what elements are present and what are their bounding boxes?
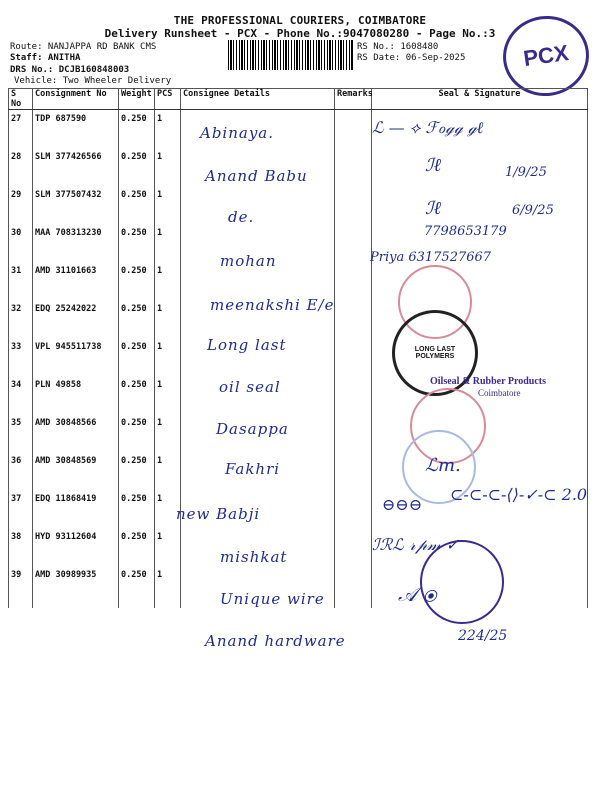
handwritten-consignee: mishkat <box>220 548 288 566</box>
cell-remarks <box>335 152 372 190</box>
cell-remarks <box>335 304 372 342</box>
cell-sno: 33 <box>9 342 33 380</box>
col-remarks: Remarks <box>335 89 372 110</box>
cell-pcs: 1 <box>155 266 181 304</box>
signature-36: ⊂-⊂-⊂-⟨⟩-✓-⊂ 2.0 <box>450 485 588 504</box>
company-title: THE PROFESSIONAL COURIERS, COIMBATORE <box>173 14 427 27</box>
cell-pcs: 1 <box>155 342 181 380</box>
cell-pcs: 1 <box>155 380 181 418</box>
signature-38: 𝒜 ⦿ <box>398 582 437 606</box>
cell-remarks <box>335 532 372 570</box>
cell-remarks <box>335 494 372 532</box>
barcode <box>228 40 353 70</box>
cell-sno: 29 <box>9 190 33 228</box>
handwritten-consignee: Dasappa <box>216 420 289 438</box>
cell-weight: 0.250 <box>119 342 155 380</box>
table-header-row <box>9 89 588 110</box>
cell-weight: 0.250 <box>119 110 155 153</box>
long-last-stamp: LONG LAST POLYMERS <box>392 310 478 396</box>
signature-36b: ⊖⊖⊖ <box>382 495 423 514</box>
sig-phone-31: Priya 6317527667 <box>370 250 492 265</box>
cell-weight: 0.250 <box>119 190 155 228</box>
pcx-stamp: PCX <box>498 10 594 101</box>
signature-29: ℐℓ <box>425 198 441 219</box>
rs-date: RS Date: 06-Sep-2025 <box>357 53 466 63</box>
staff-label: Staff: ANITHA <box>10 53 81 63</box>
cell-sno: 36 <box>9 456 33 494</box>
cell-sno: 39 <box>9 570 33 608</box>
cell-pcs: 1 <box>155 190 181 228</box>
handwritten-consignee: mohan <box>220 252 277 270</box>
cell-weight: 0.250 <box>119 532 155 570</box>
cell-remarks <box>335 380 372 418</box>
cell-sno: 27 <box>9 110 33 153</box>
table-row <box>9 532 588 570</box>
signature-27: ℒ — ⟡ ℱℴℊℊ ℊℓ <box>372 118 484 137</box>
handwritten-consignee: Anand Babu <box>205 167 308 185</box>
cell-signature <box>372 152 588 190</box>
cell-sno: 32 <box>9 304 33 342</box>
handwritten-consignee: meenakshi E/e <box>210 296 335 314</box>
cell-consignment-no: AMD 30848566 <box>33 418 119 456</box>
cell-remarks <box>335 342 372 380</box>
cell-consignee <box>181 190 335 228</box>
signature-37: ℐℛℒ 𝓇𝓅𝓂 ✓ <box>372 535 460 554</box>
col-sno: S No <box>9 89 33 110</box>
cell-remarks <box>335 190 372 228</box>
drs-label: DRS No.: DCJB160848003 <box>10 65 130 75</box>
table-row <box>9 110 588 153</box>
handwritten-consignee: Long last <box>207 336 287 354</box>
table-row <box>9 418 588 456</box>
rs-number: RS No.: 1608480 <box>357 42 439 52</box>
col-pcs: PCS <box>155 89 181 110</box>
cell-weight: 0.250 <box>119 456 155 494</box>
cell-weight: 0.250 <box>119 380 155 418</box>
cell-weight: 0.250 <box>119 152 155 190</box>
col-consignee: Consignee Details <box>181 89 335 110</box>
cell-pcs: 1 <box>155 228 181 266</box>
cell-consignment-no: AMD 30989935 <box>33 570 119 608</box>
cell-sno: 28 <box>9 152 33 190</box>
signature-28: ℐℓ <box>425 155 441 176</box>
oilseal-stamp: Oilseal & Rubber Products <box>430 376 547 387</box>
signature-35: ℒm. <box>425 455 461 476</box>
cell-sno: 37 <box>9 494 33 532</box>
cell-consignment-no: AMD 31101663 <box>33 266 119 304</box>
runsheet-subtitle: Delivery Runsheet - PCX - Phone No.:9047080280 - Page No.:3 <box>104 27 496 40</box>
sig-date-28: 1/9/25 <box>505 165 547 180</box>
sig-date-29: 6/9/25 <box>512 203 554 218</box>
coimbatore-stamp: Coimbatore <box>478 388 521 398</box>
handwritten-consignee: new Babji <box>176 505 261 523</box>
cell-consignment-no: SLM 377426566 <box>33 152 119 190</box>
table-row <box>9 342 588 380</box>
cell-sno: 30 <box>9 228 33 266</box>
col-consignment: Consignment No <box>33 89 119 110</box>
handwritten-consignee: Anand hardware <box>205 632 346 650</box>
table-row <box>9 190 588 228</box>
handwritten-consignee: Unique wire <box>220 590 325 608</box>
col-weight: Weight <box>119 89 155 110</box>
cell-sno: 35 <box>9 418 33 456</box>
handwritten-consignee: Abinaya. <box>200 124 275 142</box>
cell-consignment-no: EDQ 11868419 <box>33 494 119 532</box>
cell-weight: 0.250 <box>119 228 155 266</box>
cell-pcs: 1 <box>155 494 181 532</box>
cell-signature <box>372 190 588 228</box>
cell-remarks <box>335 266 372 304</box>
cell-consignment-no: TDP 687590 <box>33 110 119 153</box>
cell-weight: 0.250 <box>119 266 155 304</box>
cell-pcs: 1 <box>155 110 181 153</box>
cell-consignment-no: PLN 49858 <box>33 380 119 418</box>
cell-weight: 0.250 <box>119 418 155 456</box>
handwritten-consignee: Fakhri <box>225 460 281 478</box>
route-label: Route: NANJAPPA RD BANK CMS <box>10 42 157 52</box>
cell-sno: 38 <box>9 532 33 570</box>
cell-consignment-no: EDQ 25242022 <box>33 304 119 342</box>
cell-pcs: 1 <box>155 532 181 570</box>
cell-pcs: 1 <box>155 418 181 456</box>
cell-weight: 0.250 <box>119 304 155 342</box>
cell-remarks <box>335 570 372 608</box>
cell-consignment-no: AMD 30848569 <box>33 456 119 494</box>
cell-sno: 34 <box>9 380 33 418</box>
cell-consignment-no: HYD 93112604 <box>33 532 119 570</box>
vehicle-label: Vehicle: Two Wheeler Delivery <box>14 76 172 86</box>
col-seal-signature: Seal & Signature <box>372 89 588 110</box>
cell-consignment-no: MAA 708313230 <box>33 228 119 266</box>
runsheet-table <box>8 88 588 608</box>
cell-pcs: 1 <box>155 304 181 342</box>
cell-remarks <box>335 456 372 494</box>
cell-pcs: 1 <box>155 570 181 608</box>
cell-remarks <box>335 110 372 153</box>
sig-date-39: 224/25 <box>458 628 508 644</box>
cell-pcs: 1 <box>155 456 181 494</box>
cell-remarks <box>335 418 372 456</box>
cell-pcs: 1 <box>155 152 181 190</box>
handwritten-consignee: oil seal <box>219 378 281 396</box>
sig-phone-30: 7798653179 <box>424 224 507 239</box>
handwritten-consignee: de. <box>228 208 255 226</box>
cell-consignment-no: VPL 945511738 <box>33 342 119 380</box>
cell-weight: 0.250 <box>119 570 155 608</box>
cell-remarks <box>335 228 372 266</box>
cell-consignment-no: SLM 377507432 <box>33 190 119 228</box>
cell-sno: 31 <box>9 266 33 304</box>
cell-weight: 0.250 <box>119 494 155 532</box>
